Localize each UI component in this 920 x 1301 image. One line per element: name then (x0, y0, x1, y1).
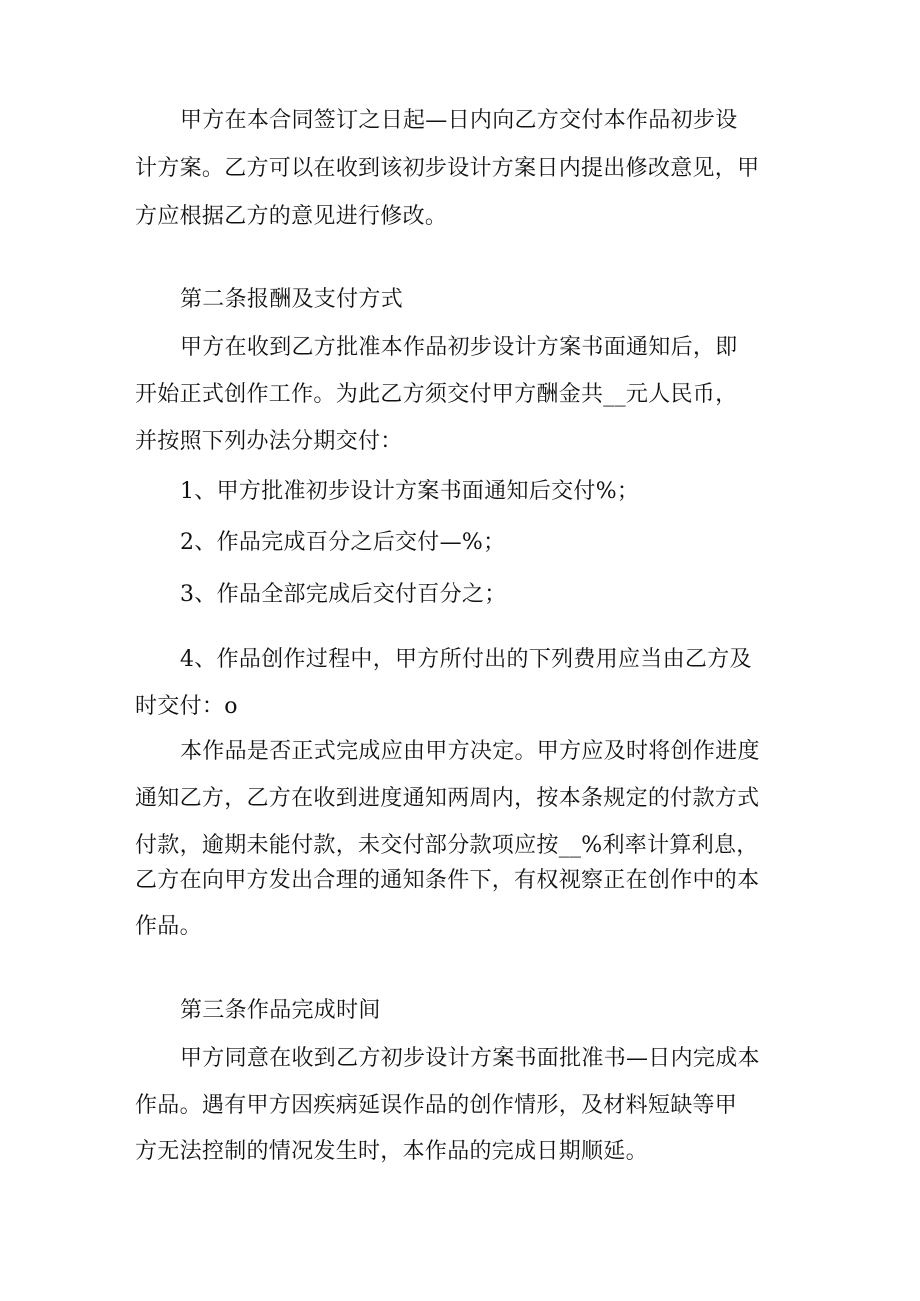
paragraph-4-line-1: 甲方同意在收到乙方初步设计方案书面批准书—日内完成本 (180, 1046, 760, 1071)
section-heading-article-3: 第三条作品完成时间 (180, 998, 381, 1023)
list-item-1: 1、甲方批准初步设计方案书面通知后交付%； (180, 479, 640, 504)
list-item-4-line-2: 时交付：o (135, 694, 238, 719)
paragraph-4-line-2: 作品。遇有甲方因疾病延误作品的创作情形，及材料短缺等甲 (135, 1093, 738, 1118)
paragraph-3-line-4: 乙方在向甲方发出合理的通知条件下，有权视察正在创作中的本 (135, 868, 760, 893)
paragraph-3-line-2: 通知乙方，乙方在收到进度通知两周内，按本条规定的付款方式 (135, 786, 760, 811)
paragraph-4-line-3: 方无法控制的情况发生时，本作品的完成日期顺延。 (135, 1139, 648, 1164)
paragraph-3-line-1: 本作品是否正式完成应由甲方决定。甲方应及时将创作进度 (180, 739, 760, 764)
paragraph-1-line-2: 计方案。乙方可以在收到该初步设计方案日内提出修改意见，甲 (135, 156, 760, 181)
paragraph-2-line-1: 甲方在收到乙方批准本作品初步设计方案书面通知后，即 (180, 335, 738, 360)
paragraph-2-line-3: 并按照下列办法分期交付： (135, 429, 403, 454)
paragraph-1-line-3: 方应根据乙方的意见进行修改。 (135, 204, 448, 229)
paragraph-2-line-2: 开始正式创作工作。为此乙方须交付甲方酬金共__元人民币， (135, 382, 738, 407)
paragraph-3-line-5: 作品。 (135, 914, 202, 939)
paragraph-3-line-3: 付款，逾期未能付款，未交付部分款项应按__%利率计算利息， (135, 833, 759, 858)
paragraph-1-line-1: 甲方在本合同签订之日起—日内向乙方交付本作品初步设 (180, 108, 738, 133)
list-item-4-line-1: 4、作品创作过程中，甲方所付出的下列费用应当由乙方及 (180, 647, 752, 672)
list-item-2: 2、作品完成百分之后交付—%； (180, 530, 506, 555)
list-item-3: 3、作品全部完成后交付百分之； (180, 582, 507, 607)
section-heading-article-2: 第二条报酬及支付方式 (180, 287, 404, 312)
